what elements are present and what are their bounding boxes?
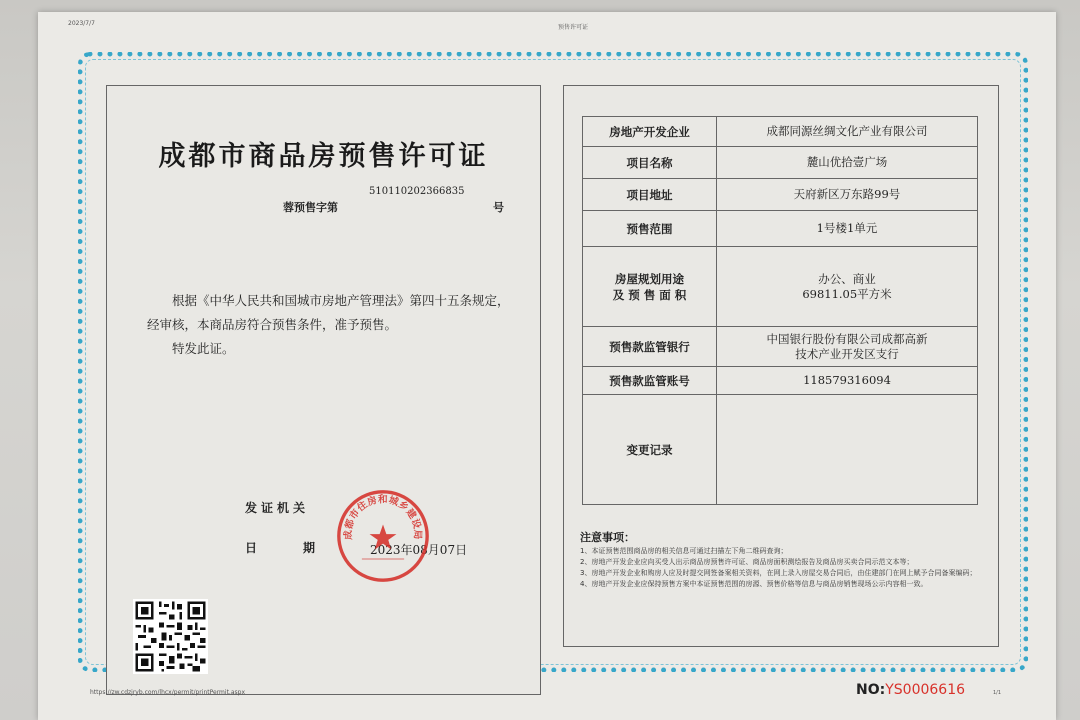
usage-area-label-line2: 及 预 售 面 积: [612, 287, 687, 302]
presale-scope-label: 预售范围: [583, 211, 717, 247]
table-row: [583, 179, 978, 211]
date-label: [245, 539, 315, 556]
note-item: 4、房地产开发企业应保持预售方案中本证预售范围的房源、预售价格等信息与商品房销售现场公示内容相一致。: [580, 580, 928, 588]
print-title: 预售许可证: [558, 24, 589, 31]
certificate-title: 成都市商品房预售许可证: [158, 141, 489, 172]
developer-value: 成都同源丝绸文化产业有限公司: [717, 117, 978, 147]
project-name-label: 项目名称: [583, 147, 717, 179]
note-item: 2、房地产开发企业应向买受人出示商品房预售许可证、商品房面积测绘报告及商品房买卖合同示范文本等；: [580, 558, 914, 566]
serial-value: YS0006616: [885, 682, 966, 698]
permit-number-row: [107, 186, 540, 216]
escrow-bank-label: 预售款监管银行: [583, 327, 717, 367]
certificate-body: [147, 289, 517, 361]
serial-number: [856, 682, 965, 698]
footer-url: https://zw.cdzjryb.com/lhcx/permit/printPermit.aspx: [90, 689, 245, 696]
date-label-char-2: 期: [303, 541, 316, 555]
project-address-label: 项目地址: [583, 179, 717, 211]
date-label-char-1: 日: [245, 541, 258, 555]
certificate-left-panel: [106, 85, 541, 695]
escrow-account-value: 118579316094: [717, 367, 978, 395]
note-item: 1、本证预售范围商品房的相关信息可通过扫描左下角二维码查询；: [580, 547, 788, 555]
notes-title: 注意事项：: [580, 531, 635, 544]
project-name-value: 麓山优拾壹广场: [717, 147, 978, 179]
permit-suffix: 号: [493, 201, 504, 214]
serial-prefix: NO:: [856, 682, 886, 698]
escrow-bank-line2: 技术产业开发区支行: [795, 346, 899, 361]
issue-date: 2023年08月07日: [370, 543, 468, 557]
project-info-table: [582, 116, 978, 505]
table-row: [583, 211, 978, 247]
table-row: [583, 327, 978, 367]
developer-label: 房地产开发企业: [583, 117, 717, 147]
certificate-right-panel: [563, 85, 999, 647]
table-row: [583, 367, 978, 395]
issuer-label: 发证机关: [245, 501, 310, 515]
usage-area-value: [717, 247, 978, 327]
table-row: [583, 147, 978, 179]
note-item: 3、房地产开发企业和购房人应及时提交网签备案相关资料，在网上录入房屋交易合同后，由住建部门在网上赋予合同备案编码；: [580, 569, 977, 577]
area-value: 69811.05平方米: [802, 286, 892, 301]
table-row: [583, 247, 978, 327]
official-seal-icon: [335, 488, 431, 584]
table-row: [583, 117, 978, 147]
notes-section: [580, 532, 985, 590]
certificate-closing: 特发此证。: [172, 341, 235, 356]
project-address-value: 天府新区万东路99号: [717, 179, 978, 211]
page-number: 1/1: [993, 690, 1002, 696]
permit-prefix: 蓉预售字第: [283, 201, 338, 214]
usage-value: 办公、商业: [818, 271, 876, 286]
print-date: 2023/7/7: [68, 20, 95, 27]
presale-scope-value: 1号楼1单元: [717, 211, 978, 247]
seal-text: 成都市住房和城乡建设局: [343, 494, 423, 540]
certificate-body-paragraph: 根据《中华人民共和国城市房地产管理法》第四十五条规定，经审核，本商品房符合预售条件，准予预售。: [147, 293, 510, 332]
escrow-bank-value: [717, 327, 978, 367]
usage-area-label-line1: 房屋规划用途: [615, 271, 684, 286]
certificate-sheet: [38, 12, 1056, 720]
table-row: [583, 395, 978, 505]
change-record-value: [717, 395, 978, 505]
permit-number: 510110202366835: [369, 186, 465, 197]
escrow-account-label: 预售款监管账号: [583, 367, 717, 395]
qr-code-icon[interactable]: [133, 599, 208, 674]
change-record-label: 变更记录: [583, 395, 717, 505]
escrow-bank-line1: 中国银行股份有限公司成都高新: [766, 331, 928, 346]
usage-area-label: [583, 247, 717, 327]
